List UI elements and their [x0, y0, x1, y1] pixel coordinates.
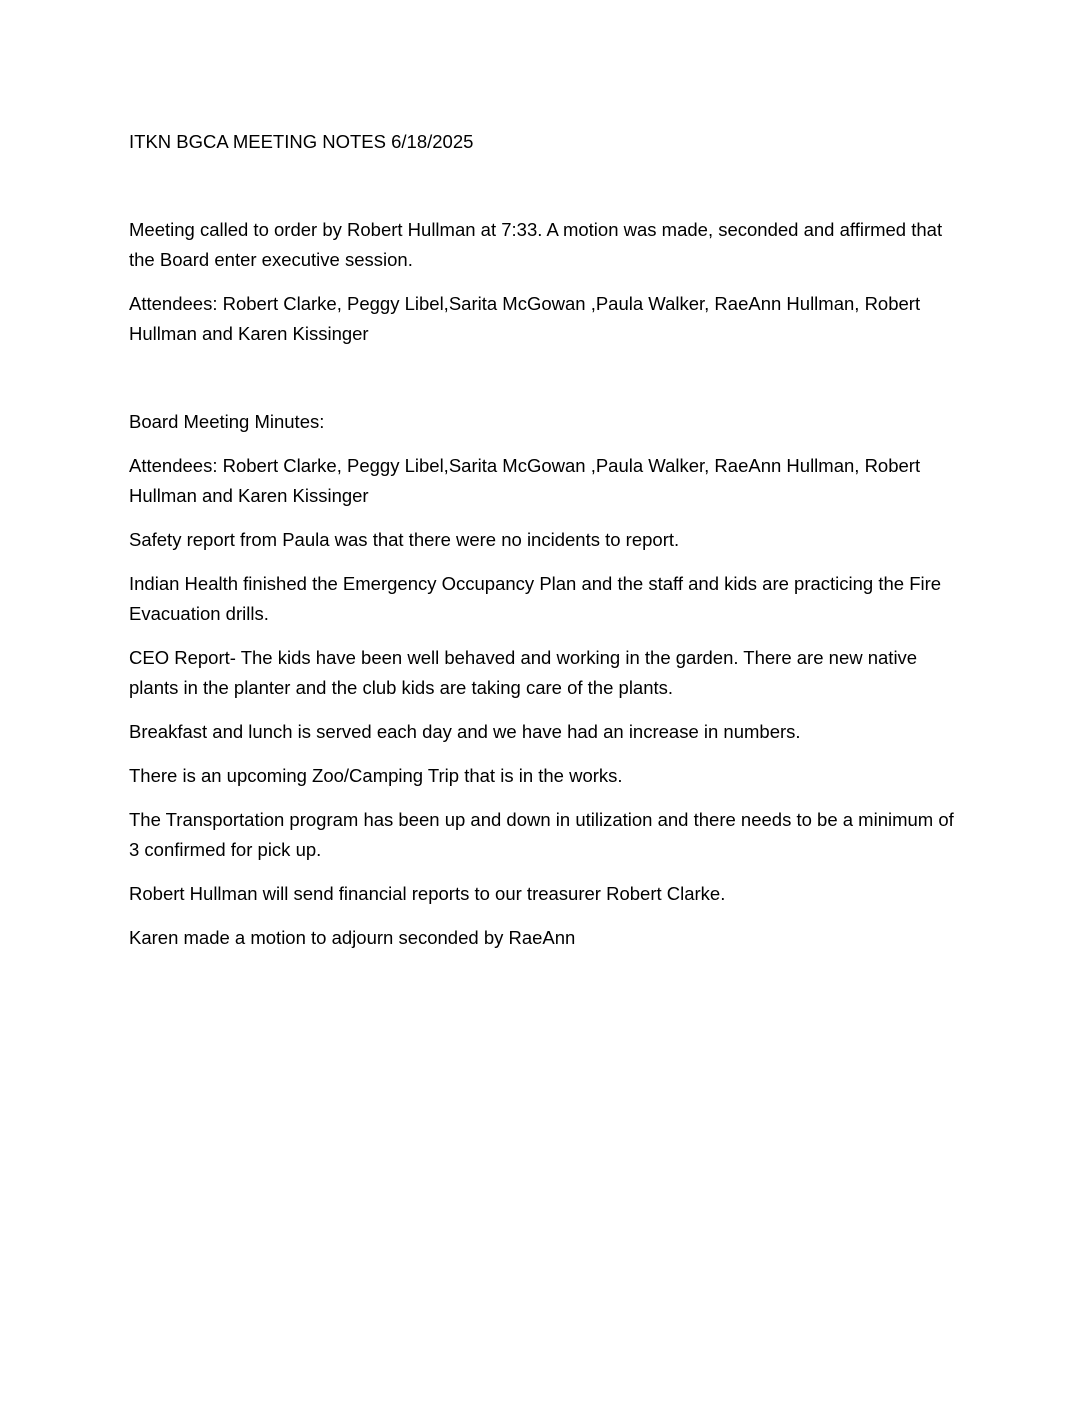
- meeting-opening: Meeting called to order by Robert Hullman at 7:33. A motion was made, seconded and affirmed that the Board enter executive session.: [129, 219, 943, 270]
- adjourn-note: Karen made a motion to adjourn seconded by RaeAnn: [129, 927, 576, 948]
- document-title: ITKN BGCA MEETING NOTES 6/18/2025: [129, 131, 474, 152]
- meals-note: Breakfast and lunch is served each day and we have had an increase in numbers.: [129, 721, 801, 742]
- trip-note: There is an upcoming Zoo/Camping Trip that is in the works.: [129, 765, 623, 786]
- executive-session-attendees: Attendees: Robert Clarke, Peggy Libel,Sarita McGowan ,Paula Walker, RaeAnn Hullman, Robert Hullman and Karen Kissinger: [129, 293, 921, 344]
- indian-health-note: Indian Health finished the Emergency Occupancy Plan and the staff and kids are practicing the Fire Evacuation drills.: [129, 573, 942, 624]
- ceo-report: CEO Report- The kids have been well behaved and working in the garden. There are new native plants in the planter and the club kids are taking care of the plants.: [129, 647, 918, 698]
- document-body: [129, 127, 969, 967]
- transportation-note: The Transportation program has been up and down in utilization and there needs to be a minimum of 3 confirmed for pick up.: [129, 809, 954, 860]
- board-meeting-heading: Board Meeting Minutes:: [129, 411, 325, 432]
- financial-note: Robert Hullman will send financial reports to our treasurer Robert Clarke.: [129, 883, 726, 904]
- safety-report: Safety report from Paula was that there were no incidents to report.: [129, 529, 680, 550]
- board-meeting-attendees: Attendees: Robert Clarke, Peggy Libel,Sarita McGowan ,Paula Walker, RaeAnn Hullman, Robert Hullman and Karen Kissinger: [129, 455, 921, 506]
